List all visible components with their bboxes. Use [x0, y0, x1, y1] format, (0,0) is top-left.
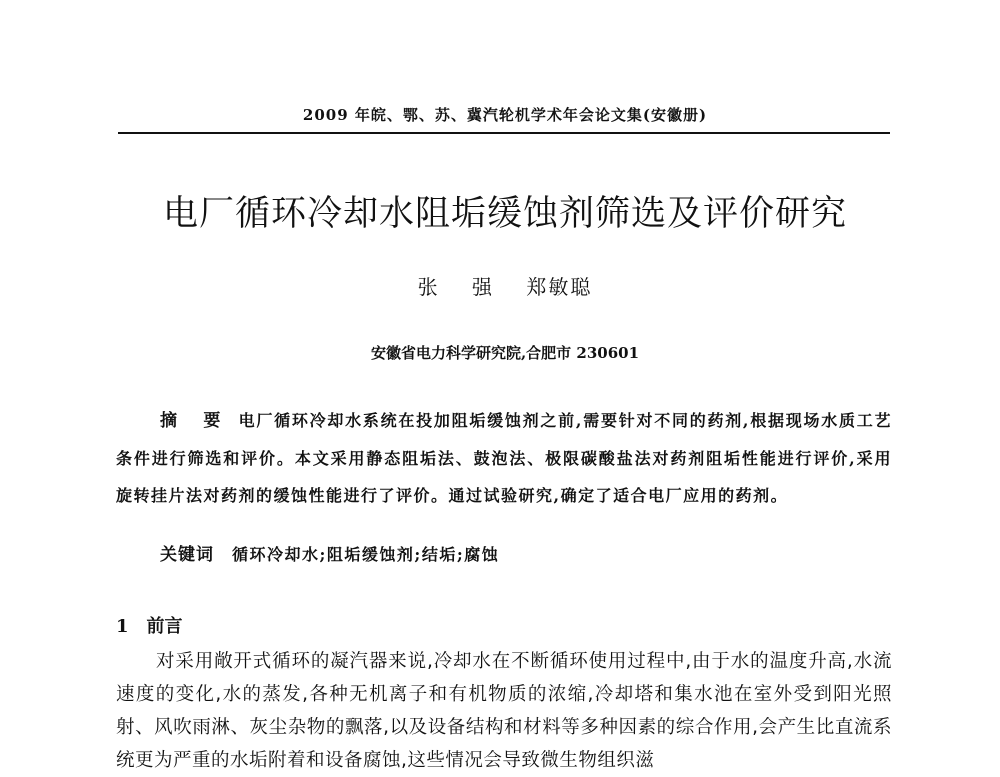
section-number: 1 [116, 616, 129, 637]
body-paragraph: 对采用敞开式循环的凝汽器来说,冷却水在不断循环使用过程中,由于水的温度升高,水流速度的变化,水的蒸发,各种无机离子和有机物质的浓缩,冷却塔和集水池在室外受到阳光照射、风吹雨淋、灰尘杂物的飘落,以及设备结构和材料等多种因素的综合作用,会产生比直流系统更为严重的水垢附着和设备腐蚀,这些情况会导致微生物组织滋 [116, 651, 892, 771]
abstract [116, 402, 892, 514]
keywords [160, 540, 890, 565]
abstract-label: 摘 要 [160, 411, 231, 431]
header-rule [118, 132, 890, 134]
section-title: 前言 [146, 616, 183, 637]
keywords-label: 关键词 [160, 545, 214, 565]
running-head: 2009 年皖、鄂、苏、冀汽轮机学术年会论文集(安徽册) [302, 106, 708, 124]
authors: 张 强 郑敏聪 [417, 275, 593, 299]
keywords-text: 循环冷却水;阻垢缓蚀剂;结垢;腐蚀 [232, 545, 500, 564]
section-heading [116, 612, 183, 638]
paper-title: 电厂循环冷却水阻垢缓蚀剂筛选及评价研究 [162, 194, 847, 234]
affiliation: 安徽省电力科学研究院,合肥市 230601 [370, 344, 640, 362]
abstract-text: 电厂循环冷却水系统在投加阻垢缓蚀剂之前,需要针对不同的药剂,根据现场水质工艺条件进行筛选和评价。本文采用静态阻垢法、鼓泡法、极限碳酸盐法对药剂阻垢性能进行评价,采用旋转挂片法对药剂的缓蚀性能进行了评价。通过试验研究,确定了适合电厂应用的药剂。 [116, 411, 892, 505]
